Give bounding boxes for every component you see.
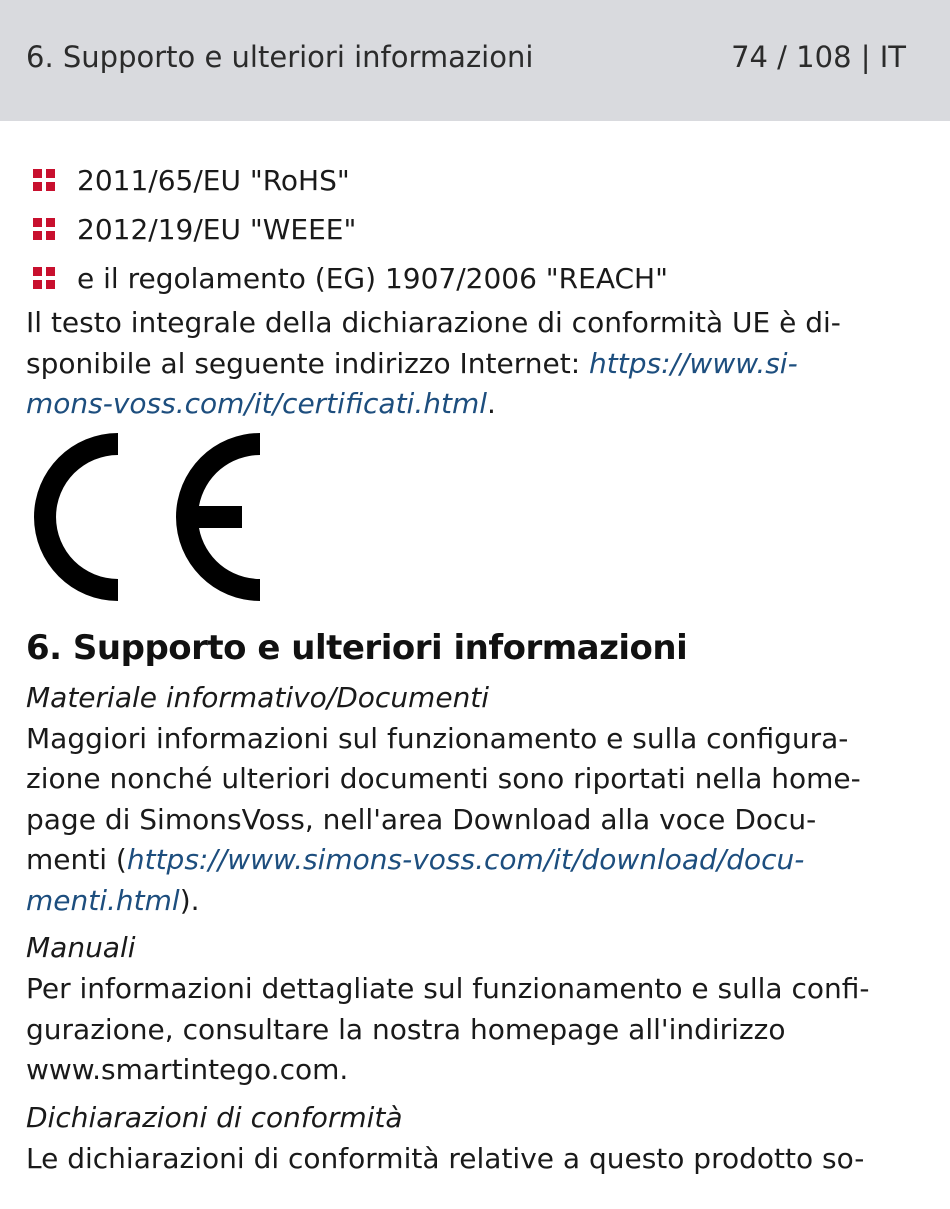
paragraph-text: ). — [179, 883, 200, 917]
page-header — [0, 0, 950, 121]
documents-link[interactable]: https://www.simons-voss.com/it/download/docu- — [126, 843, 805, 876]
ce-mark-icon — [26, 433, 262, 601]
certificates-link[interactable]: https://www.si- — [589, 346, 798, 380]
certificates-link-continued[interactable]: mons-voss.com/it/certificati.html — [26, 387, 488, 420]
list-item — [26, 156, 916, 205]
list-item-text: 2012/19/EU "WEEE" — [77, 213, 357, 246]
paragraph-text: . — [487, 387, 496, 420]
paragraph-line: Maggiori informazioni sul funzionamento e sulla configura- — [26, 721, 849, 755]
list-item — [26, 254, 916, 303]
paragraph-line — [26, 840, 916, 881]
manuals-subheading: Manuali — [26, 931, 136, 964]
paragraph-text: menti ( — [26, 843, 127, 876]
list-item-text: e il regolamento (EG) 1907/2006 "REACH" — [77, 262, 668, 295]
red-square-bullet-icon — [33, 169, 55, 191]
declarations-paragraph — [26, 1139, 916, 1180]
page-content — [26, 156, 916, 1185]
red-square-bullet-icon — [33, 218, 55, 240]
manuals-paragraph — [26, 969, 916, 1091]
conformity-paragraph — [26, 303, 916, 425]
header-chapter-title: 6. Supporto e ulteriori informazioni — [26, 40, 534, 74]
section-title: 6. Supporto e ulteriori informazioni — [26, 627, 688, 668]
materials-subheading: Materiale informativo/Documenti — [26, 680, 490, 714]
directive-list — [26, 156, 916, 303]
paragraph-line — [26, 384, 916, 425]
list-item-text: 2011/65/EU "RoHS" — [77, 164, 350, 197]
paragraph-text: sponibile al seguente indirizzo Internet: — [26, 346, 590, 380]
header-page-number: 74 / 108 | IT — [731, 40, 906, 74]
paragraph-line: www.smartintego.com. — [26, 1053, 349, 1086]
paragraph-line: gurazione, consultare la nostra homepage all'indirizzo — [26, 1012, 786, 1046]
paragraph-line: zione nonché ulteriori documenti sono riportati nella home- — [26, 762, 861, 795]
documents-link-continued[interactable]: menti.html — [26, 883, 180, 917]
paragraph-line: page di SimonsVoss, nell'area Download alla voce Docu- — [26, 802, 817, 836]
paragraph-line: Il testo integrale della dichiarazione di conformità UE è di- — [26, 306, 841, 339]
paragraph-line — [26, 344, 916, 385]
declarations-subheading: Dichiarazioni di conformità — [26, 1100, 403, 1134]
red-square-bullet-icon — [33, 267, 55, 289]
paragraph-line: Le dichiarazioni di conformità relative a questo prodotto so- — [26, 1141, 865, 1175]
paragraph-line: Per informazioni dettagliate sul funzionamento e sulla confi- — [26, 972, 870, 1005]
materials-paragraph — [26, 719, 916, 922]
paragraph-line — [26, 881, 916, 922]
list-item — [26, 205, 916, 254]
